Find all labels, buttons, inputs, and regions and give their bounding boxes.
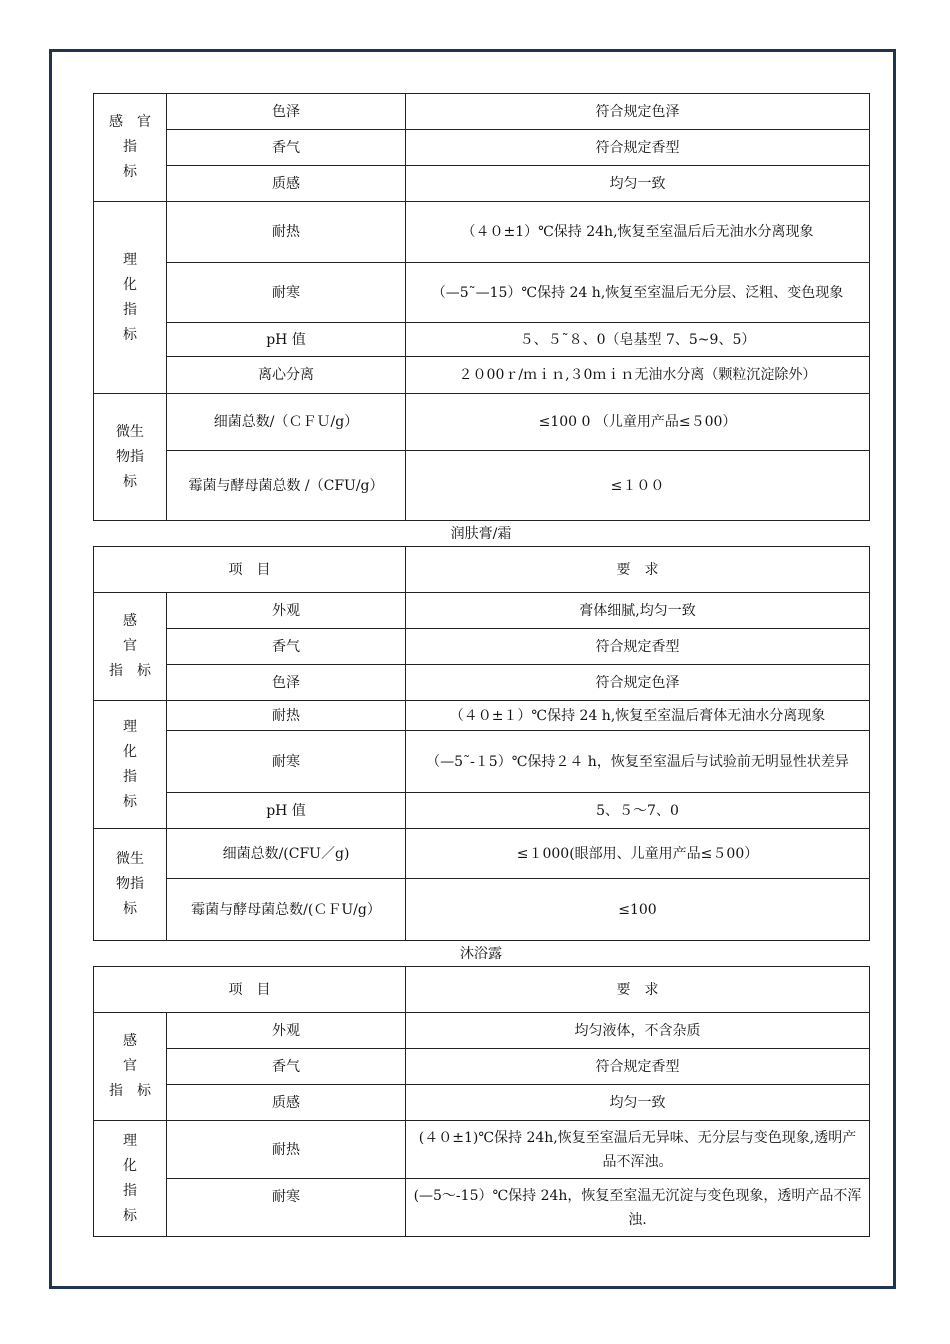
requirement-cell: 符合规定香型 bbox=[406, 1049, 870, 1085]
header-item: 项 目 bbox=[94, 547, 406, 593]
item-cell: pH 值 bbox=[167, 793, 406, 829]
table-cream-lotion-requirements bbox=[93, 93, 870, 521]
requirement-cell: 符合规定色泽 bbox=[406, 94, 870, 130]
table-row bbox=[94, 357, 870, 394]
table-row bbox=[94, 451, 870, 521]
group-char: 理 bbox=[123, 718, 137, 735]
item-cell: 质感 bbox=[167, 1085, 406, 1121]
table-header-row bbox=[94, 967, 870, 1013]
requirement-cell: 均匀一致 bbox=[406, 166, 870, 202]
table-row bbox=[94, 1085, 870, 1121]
item-cell: 色泽 bbox=[167, 94, 406, 130]
group-char: 化 bbox=[123, 743, 137, 760]
group-physchem-label bbox=[94, 202, 167, 394]
table-row bbox=[94, 323, 870, 357]
item-cell: 耐寒 bbox=[167, 731, 406, 793]
item-cell: 香气 bbox=[167, 130, 406, 166]
requirement-cell: （４０±１）℃保持 24 h,恢复至室温后膏体无油水分离现象 bbox=[406, 701, 870, 731]
caption-body-wash: 沐浴露 bbox=[460, 946, 502, 962]
table-row bbox=[94, 1121, 870, 1179]
group-char: 微生 bbox=[116, 851, 144, 867]
group-char: 理 bbox=[123, 1132, 137, 1149]
item-cell: 耐寒 bbox=[167, 1179, 406, 1237]
item-cell: pH 值 bbox=[167, 323, 406, 357]
item-cell: 外观 bbox=[167, 1013, 406, 1049]
group-char: 感 官 bbox=[109, 114, 151, 130]
group-char: 感 bbox=[123, 613, 137, 629]
group-char: 指 bbox=[123, 768, 137, 785]
table-row bbox=[94, 879, 870, 941]
requirement-cell: (４０±1)℃保持 24h,恢复至室温后无异味、无分层与变色现象,透明产品不浑浊。 bbox=[406, 1121, 870, 1179]
group-sensory-label bbox=[94, 593, 167, 701]
requirement-cell: ５、５˜８、0（皂基型 7、5~9、5） bbox=[406, 323, 870, 357]
group-char: 标 bbox=[123, 164, 137, 180]
requirement-cell: 符合规定香型 bbox=[406, 130, 870, 166]
requirement-cell: 均匀一致 bbox=[406, 1085, 870, 1121]
group-char: 标 bbox=[123, 1207, 137, 1224]
item-cell: 外观 bbox=[167, 593, 406, 629]
item-cell: 细菌总数/(CFU／g) bbox=[167, 829, 406, 879]
item-cell: 香气 bbox=[167, 629, 406, 665]
group-char: 标 bbox=[123, 901, 137, 917]
requirement-cell: 符合规定色泽 bbox=[406, 665, 870, 701]
item-cell: 离心分离 bbox=[167, 357, 406, 394]
group-char: 官 bbox=[123, 638, 137, 654]
header-item: 项 目 bbox=[94, 967, 406, 1013]
group-char: 感 bbox=[123, 1033, 137, 1049]
table-row bbox=[94, 793, 870, 829]
group-char: 物指 bbox=[116, 876, 144, 892]
group-char: 微生 bbox=[116, 423, 144, 440]
header-requirement: 要 求 bbox=[406, 967, 870, 1013]
group-char: 指 标 bbox=[109, 663, 151, 679]
item-cell: 耐热 bbox=[167, 701, 406, 731]
group-char: 化 bbox=[123, 1157, 137, 1174]
table-moisturizing-cream-requirements bbox=[93, 546, 870, 941]
requirement-cell: ≤１００ bbox=[406, 451, 870, 521]
group-char: 指 标 bbox=[109, 1083, 151, 1099]
requirement-cell: 均匀液体，不含杂质 bbox=[406, 1013, 870, 1049]
requirement-cell: ≤100 0 （儿童用产品≤５00） bbox=[406, 394, 870, 451]
table-row bbox=[94, 394, 870, 451]
table-row bbox=[94, 731, 870, 793]
table-row bbox=[94, 130, 870, 166]
group-physchem-label bbox=[94, 1121, 167, 1237]
requirement-cell: 膏体细腻,均匀一致 bbox=[406, 593, 870, 629]
item-cell: 质感 bbox=[167, 166, 406, 202]
group-char: 官 bbox=[123, 1058, 137, 1074]
requirement-cell: ２０00ｒ/ｍｉｎ,３0ｍｉｎ无油水分离（颗粒沉淀除外） bbox=[406, 357, 870, 394]
group-sensory-label bbox=[94, 94, 167, 202]
group-char: 标 bbox=[123, 793, 137, 810]
item-cell: 色泽 bbox=[167, 665, 406, 701]
item-cell: 霉菌与酵母菌总数/(ＣＦU/g） bbox=[167, 879, 406, 941]
item-cell: 耐寒 bbox=[167, 263, 406, 323]
table-row bbox=[94, 263, 870, 323]
table-row bbox=[94, 665, 870, 701]
item-cell: 细菌总数/（ＣＦＵ/g） bbox=[167, 394, 406, 451]
item-cell: 霉菌与酵母菌总数 /（CFU/g） bbox=[167, 451, 406, 521]
requirement-cell: ≤１000(眼部用、儿童用产品≤５00） bbox=[406, 829, 870, 879]
requirement-cell: 5、５～7、0 bbox=[406, 793, 870, 829]
group-char: 理 bbox=[123, 251, 137, 268]
caption-lotion-cream: 润肤膏/霜 bbox=[450, 526, 512, 542]
group-micro-label bbox=[94, 394, 167, 521]
table-row bbox=[94, 94, 870, 130]
table-row bbox=[94, 1179, 870, 1237]
table-row bbox=[94, 629, 870, 665]
table-row bbox=[94, 202, 870, 263]
group-char: 指 bbox=[123, 139, 137, 155]
requirement-cell: （—5˜-１5）℃保持２４ h，恢复至室温后与试验前无明显性状差异 bbox=[406, 731, 870, 793]
group-physchem-label bbox=[94, 701, 167, 829]
requirement-cell: (—5～-15）℃保持 24h，恢复至室温无沉淀与变色现象，透明产品不浑浊. bbox=[406, 1179, 870, 1237]
table-row bbox=[94, 1049, 870, 1085]
group-char: 指 bbox=[123, 1182, 137, 1199]
group-char: 化 bbox=[123, 276, 137, 293]
group-micro-label bbox=[94, 829, 167, 941]
table-row bbox=[94, 166, 870, 202]
group-char: 标 bbox=[123, 326, 137, 343]
requirement-cell: ≤100 bbox=[406, 879, 870, 941]
table-row bbox=[94, 701, 870, 731]
table-row bbox=[94, 593, 870, 629]
requirement-cell: （４０±1）℃保持 24h,恢复至室温后后无油水分离现象 bbox=[406, 202, 870, 263]
table-row bbox=[94, 1013, 870, 1049]
item-cell: 香气 bbox=[167, 1049, 406, 1085]
item-cell: 耐热 bbox=[167, 1121, 406, 1179]
table-row bbox=[94, 829, 870, 879]
table-header-row bbox=[94, 547, 870, 593]
requirement-cell: （—5˜—15）℃保持 24 h,恢复至室温后无分层、泛粗、变色现象 bbox=[406, 263, 870, 323]
header-requirement: 要 求 bbox=[406, 547, 870, 593]
group-sensory-label bbox=[94, 1013, 167, 1121]
table-body-wash-requirements bbox=[93, 966, 870, 1237]
group-char: 物指 bbox=[116, 448, 144, 465]
item-cell: 耐热 bbox=[167, 202, 406, 263]
requirement-cell: 符合规定香型 bbox=[406, 629, 870, 665]
group-char: 指 bbox=[123, 301, 137, 318]
group-char: 标 bbox=[123, 473, 137, 490]
